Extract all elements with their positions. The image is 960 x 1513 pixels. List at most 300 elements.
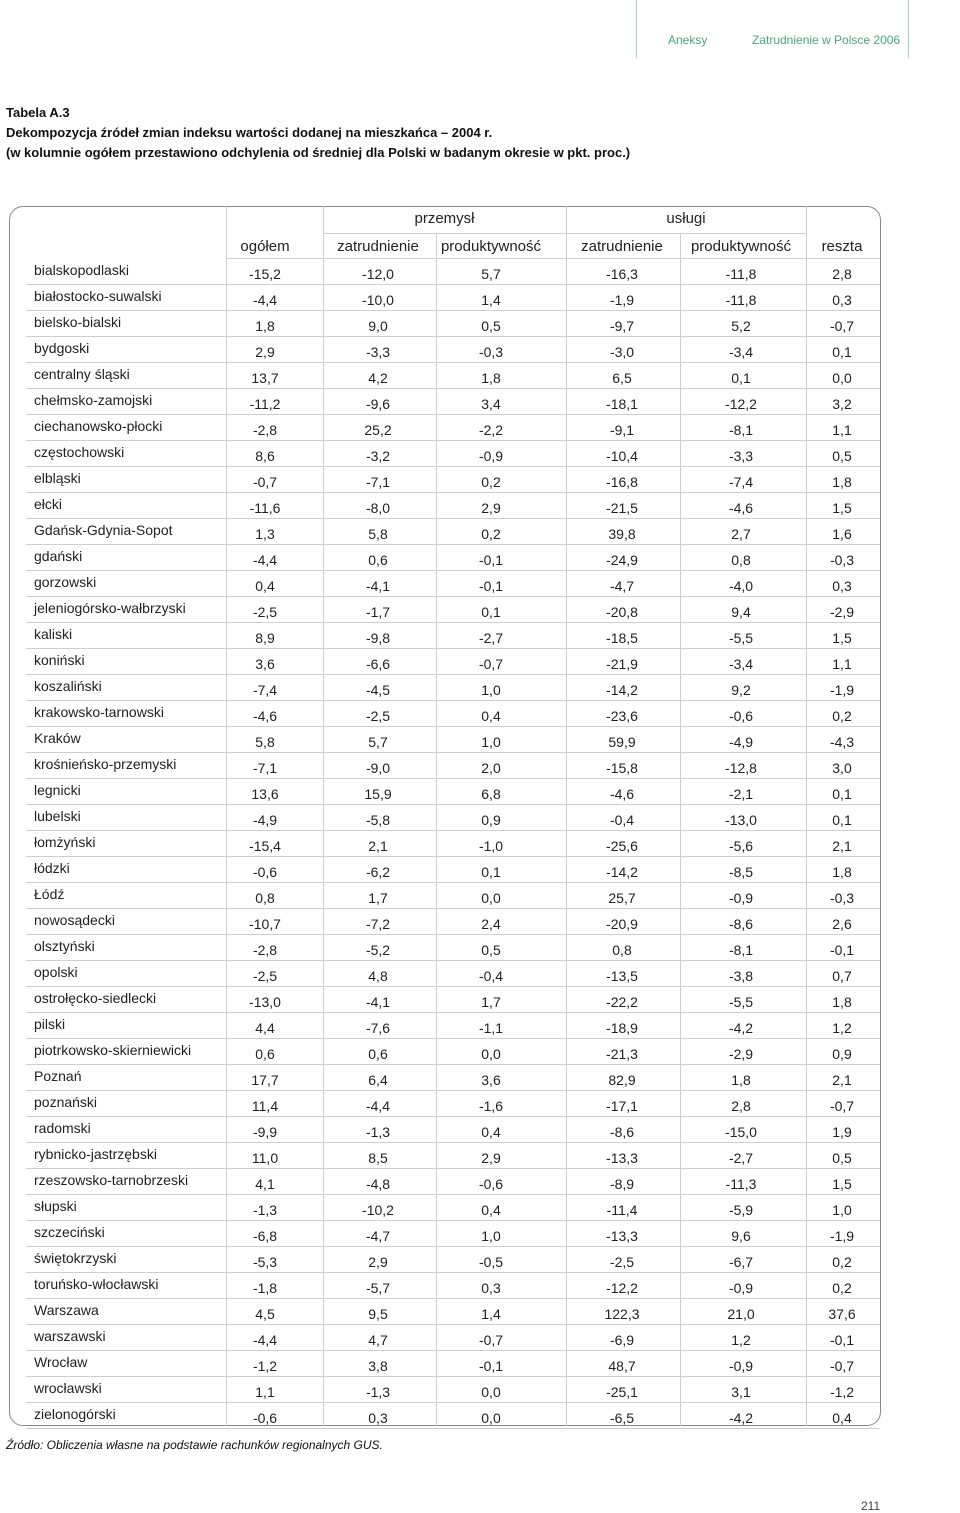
table-cell-col-reszta: 1,1: [832, 656, 852, 672]
table-cell-col-uslugi-zatrudnienie: -15,8: [606, 760, 638, 776]
table-cell-col-reszta: 3,0: [832, 760, 852, 776]
row-divider: [26, 1298, 880, 1299]
table-cell-col-przemysl-produktywnosc: 3,4: [481, 396, 501, 412]
table-cell-col-przemysl-zatrudnienie: -4,8: [365, 1176, 391, 1192]
table-cell-col-uslugi-zatrudnienie: -18,9: [606, 1020, 638, 1036]
table-cell-col-uslugi-zatrudnienie: 59,9: [608, 734, 636, 750]
table-cell-col-uslugi-produktywnosc: 2,7: [731, 526, 751, 542]
table-cell-col-ogolem: -4,9: [252, 812, 278, 828]
caption-note: (w kolumnie ogółem przestawiono odchylenia od średniej dla Polski w badanym okresie w pkt. proc.): [6, 145, 631, 160]
table-cell-col-przemysl-zatrudnienie: 4,8: [368, 968, 388, 984]
table-cell-col-przemysl-produktywnosc: 6,8: [481, 786, 501, 802]
row-label: rzeszowsko-tarnobrzeski: [34, 1172, 189, 1188]
table-cell-col-przemysl-produktywnosc: 0,0: [481, 1384, 501, 1400]
row-label: bielsko-bialski: [34, 314, 122, 330]
table-cell-col-przemysl-produktywnosc: 0,0: [481, 890, 501, 906]
table-cell-col-uslugi-produktywnosc: -2,1: [728, 786, 754, 802]
table-cell-col-ogolem: 0,6: [255, 1046, 275, 1062]
table-cell-col-uslugi-zatrudnienie: 82,9: [608, 1072, 636, 1088]
table-cell-col-uslugi-zatrudnienie: -14,2: [606, 864, 638, 880]
table-cell-col-uslugi-zatrudnienie: -20,8: [606, 604, 638, 620]
table-cell-col-przemysl-produktywnosc: -1,0: [478, 838, 504, 854]
table-cell-col-przemysl-zatrudnienie: -4,7: [365, 1228, 391, 1244]
table-cell-col-uslugi-zatrudnienie: -25,1: [606, 1384, 638, 1400]
row-divider: [26, 388, 880, 389]
row-divider: [26, 596, 880, 597]
table-cell-col-przemysl-zatrudnienie: 9,0: [368, 318, 388, 334]
table-cell-col-uslugi-produktywnosc: 5,2: [731, 318, 751, 334]
table-cell-col-uslugi-produktywnosc: -0,6: [728, 708, 754, 724]
row-label: jeleniogórsko-wałbrzyski: [34, 600, 186, 616]
row-divider: [26, 1194, 880, 1195]
table-cell-col-reszta: 1,5: [832, 500, 852, 516]
table-cell-col-uslugi-produktywnosc: -2,7: [728, 1150, 754, 1166]
table-cell-col-przemysl-produktywnosc: 0,4: [481, 708, 501, 724]
row-label: świętokrzyski: [34, 1250, 117, 1266]
table-cell-col-reszta: -4,3: [829, 734, 855, 750]
table-cell-col-reszta: 2,8: [832, 266, 852, 282]
table-cell-col-przemysl-produktywnosc: 0,3: [481, 1280, 501, 1296]
table-cell-col-uslugi-produktywnosc: -3,4: [728, 656, 754, 672]
group-header: przemysł: [414, 210, 475, 227]
table-cell-col-reszta: -1,9: [829, 682, 855, 698]
table-cell-col-uslugi-zatrudnienie: -3,0: [609, 344, 635, 360]
table-cell-col-uslugi-zatrudnienie: -9,7: [609, 318, 635, 334]
row-divider: [26, 466, 880, 467]
row-label: Gdańsk-Gdynia-Sopot: [34, 522, 173, 538]
table-cell-col-ogolem: -4,4: [252, 552, 278, 568]
table-cell-col-uslugi-produktywnosc: -5,9: [728, 1202, 754, 1218]
table-cell-col-przemysl-zatrudnienie: -2,5: [365, 708, 391, 724]
table-cell-col-ogolem: 4,5: [255, 1306, 275, 1322]
row-label: Wrocław: [34, 1354, 88, 1370]
table-cell-col-uslugi-zatrudnienie: -1,9: [609, 292, 635, 308]
row-divider: [26, 648, 880, 649]
table-cell-col-uslugi-zatrudnienie: -12,2: [606, 1280, 638, 1296]
caption-title: Dekompozycja źródeł zmian indeksu wartości dodanej na mieszkańca – 2004 r.: [6, 125, 493, 140]
table-cell-col-uslugi-produktywnosc: 0,1: [731, 370, 751, 386]
row-label: szczeciński: [34, 1224, 105, 1240]
table-cell-col-reszta: 0,3: [832, 578, 852, 594]
table-cell-col-przemysl-produktywnosc: 1,4: [481, 292, 501, 308]
column-divider: [566, 206, 567, 1426]
column-header: ogółem: [240, 238, 290, 255]
table-cell-col-uslugi-zatrudnienie: 39,8: [608, 526, 636, 542]
table-cell-col-reszta: 1,2: [832, 1020, 852, 1036]
row-divider: [26, 1350, 880, 1351]
row-divider: [26, 830, 880, 831]
table-cell-col-uslugi-produktywnosc: 9,2: [731, 682, 751, 698]
row-label: Poznań: [34, 1068, 82, 1084]
table-cell-col-przemysl-zatrudnienie: -4,1: [365, 994, 391, 1010]
table-cell-col-uslugi-zatrudnienie: -6,9: [609, 1332, 635, 1348]
table-cell-col-przemysl-zatrudnienie: 6,4: [368, 1072, 388, 1088]
table-cell-col-reszta: 0,1: [832, 812, 852, 828]
table-cell-col-ogolem: -7,1: [252, 760, 278, 776]
table-cell-col-ogolem: -2,5: [252, 604, 278, 620]
row-label: słupski: [34, 1198, 77, 1214]
table-cell-col-przemysl-produktywnosc: -1,1: [478, 1020, 504, 1036]
table-cell-col-uslugi-zatrudnienie: 122,3: [604, 1306, 640, 1322]
table-cell-col-przemysl-zatrudnienie: 1,7: [368, 890, 388, 906]
row-divider: [26, 544, 880, 545]
table-cell-col-ogolem: -0,6: [252, 1410, 278, 1426]
table-cell-col-reszta: 0,2: [832, 1280, 852, 1296]
table-cell-col-reszta: 2,1: [832, 1072, 852, 1088]
table-cell-col-przemysl-zatrudnienie: -4,1: [365, 578, 391, 594]
table-cell-col-przemysl-produktywnosc: 1,0: [481, 1228, 501, 1244]
column-header: zatrudnienie: [581, 238, 663, 255]
table-cell-col-reszta: 0,5: [832, 448, 852, 464]
row-label: zielonogórski: [34, 1406, 116, 1422]
row-label: bydgoski: [34, 340, 90, 356]
table-cell-col-przemysl-zatrudnienie: -6,6: [365, 656, 391, 672]
table-cell-col-ogolem: -13,0: [249, 994, 281, 1010]
table-cell-col-ogolem: -10,7: [249, 916, 281, 932]
table-cell-col-przemysl-zatrudnienie: -1,3: [365, 1384, 391, 1400]
row-divider: [26, 362, 880, 363]
table-cell-col-uslugi-produktywnosc: -8,5: [728, 864, 754, 880]
table-cell-col-uslugi-produktywnosc: -15,0: [725, 1124, 757, 1140]
table-cell-col-przemysl-zatrudnienie: -1,3: [365, 1124, 391, 1140]
table-cell-col-ogolem: -9,9: [252, 1124, 278, 1140]
table-cell-col-reszta: 1,8: [832, 474, 852, 490]
table-cell-col-ogolem: 1,8: [255, 318, 275, 334]
table-cell-col-uslugi-produktywnosc: 2,8: [731, 1098, 751, 1114]
row-divider: [26, 778, 880, 779]
table-cell-col-przemysl-zatrudnienie: -4,4: [365, 1098, 391, 1114]
table-cell-col-przemysl-zatrudnienie: -5,2: [365, 942, 391, 958]
table-cell-col-przemysl-zatrudnienie: -9,6: [365, 396, 391, 412]
row-label: piotrkowsko-skierniewicki: [34, 1042, 192, 1058]
table-cell-col-przemysl-produktywnosc: 3,6: [481, 1072, 501, 1088]
row-divider: [26, 284, 880, 285]
table-cell-col-przemysl-zatrudnienie: -7,1: [365, 474, 391, 490]
row-label: legnicki: [34, 782, 81, 798]
table-cell-col-ogolem: 11,4: [251, 1098, 279, 1114]
row-label: koniński: [34, 652, 85, 668]
table-cell-col-uslugi-zatrudnienie: -22,2: [606, 994, 638, 1010]
column-header: zatrudnienie: [337, 238, 419, 255]
row-divider: [26, 440, 880, 441]
row-label: warszawski: [34, 1328, 106, 1344]
table-cell-col-ogolem: 13,7: [251, 370, 279, 386]
row-label: Kraków: [34, 730, 81, 746]
row-label: ostrołęcko-siedlecki: [34, 990, 157, 1006]
row-label: chełmsko-zamojski: [34, 392, 153, 408]
table-cell-col-przemysl-produktywnosc: 0,9: [481, 812, 501, 828]
table-cell-col-reszta: 0,1: [832, 786, 852, 802]
row-divider: [26, 726, 880, 727]
table-cell-col-uslugi-zatrudnienie: 25,7: [608, 890, 636, 906]
table-cell-col-uslugi-zatrudnienie: -25,6: [606, 838, 638, 854]
table-cell-col-ogolem: -15,2: [249, 266, 281, 282]
table-cell-col-przemysl-zatrudnienie: -1,7: [365, 604, 391, 620]
table-cell-col-ogolem: -4,6: [252, 708, 278, 724]
table-cell-col-ogolem: 8,6: [255, 448, 275, 464]
group-header: usługi: [666, 210, 706, 227]
row-divider: [26, 310, 880, 311]
table-cell-col-ogolem: 1,3: [255, 526, 275, 542]
table-cell-col-ogolem: -2,8: [252, 422, 278, 438]
table-cell-col-przemysl-produktywnosc: -0,3: [478, 344, 504, 360]
table-cell-col-reszta: 0,7: [832, 968, 852, 984]
header-divider: [636, 0, 637, 58]
table-cell-col-uslugi-produktywnosc: -4,6: [728, 500, 754, 516]
table-cell-col-przemysl-zatrudnienie: -7,6: [365, 1020, 391, 1036]
row-label: łomżyński: [34, 834, 96, 850]
table-cell-col-przemysl-produktywnosc: 1,7: [481, 994, 501, 1010]
table-cell-col-uslugi-produktywnosc: -0,9: [728, 1280, 754, 1296]
table-cell-col-przemysl-zatrudnienie: -10,2: [362, 1202, 394, 1218]
row-divider: [26, 986, 880, 987]
row-label: gdański: [34, 548, 83, 564]
table-cell-col-reszta: 0,3: [832, 292, 852, 308]
table-cell-col-ogolem: 2,9: [255, 344, 275, 360]
table-cell-col-ogolem: 0,4: [255, 578, 275, 594]
table-cell-col-reszta: 2,1: [832, 838, 852, 854]
table-cell-col-uslugi-produktywnosc: -6,7: [728, 1254, 754, 1270]
table-cell-col-uslugi-produktywnosc: -4,0: [728, 578, 754, 594]
row-label: częstochowski: [34, 444, 125, 460]
table-cell-col-przemysl-produktywnosc: -0,1: [478, 578, 504, 594]
table-cell-col-ogolem: 4,1: [255, 1176, 275, 1192]
row-divider: [26, 1090, 880, 1091]
table-cell-col-przemysl-produktywnosc: -0,7: [478, 656, 504, 672]
table-cell-col-uslugi-zatrudnienie: -8,6: [609, 1124, 635, 1140]
table-cell-col-reszta: 1,9: [832, 1124, 852, 1140]
row-divider: [26, 1246, 880, 1247]
table-cell-col-ogolem: 8,9: [255, 630, 275, 646]
table-cell-col-przemysl-produktywnosc: 1,0: [481, 734, 501, 750]
column-divider: [323, 206, 324, 1426]
table-cell-col-reszta: 0,0: [832, 370, 852, 386]
table-cell-col-przemysl-zatrudnienie: 9,5: [368, 1306, 388, 1322]
table-cell-col-przemysl-zatrudnienie: 0,6: [368, 552, 388, 568]
header-publication: Zatrudnienie w Polsce 2006: [752, 33, 901, 47]
table-cell-col-przemysl-zatrudnienie: 15,9: [364, 786, 392, 802]
table-cell-col-ogolem: 0,8: [255, 890, 275, 906]
row-divider: [26, 414, 880, 415]
table-cell-col-uslugi-produktywnosc: -7,4: [728, 474, 754, 490]
table-cell-col-uslugi-zatrudnienie: -24,9: [606, 552, 638, 568]
table-cell-col-ogolem: -2,5: [252, 968, 278, 984]
row-divider: [26, 856, 880, 857]
row-divider: [26, 674, 880, 675]
table-cell-col-ogolem: -5,3: [252, 1254, 278, 1270]
table-cell-col-uslugi-produktywnosc: 21,0: [727, 1306, 755, 1322]
table-cell-col-przemysl-zatrudnienie: 5,8: [368, 526, 388, 542]
table-cell-col-uslugi-zatrudnienie: -16,3: [606, 266, 638, 282]
table-caption: [6, 103, 630, 163]
table-cell-col-ogolem: -15,4: [249, 838, 281, 854]
row-divider: [26, 622, 880, 623]
table-cell-col-uslugi-produktywnosc: -3,8: [728, 968, 754, 984]
row-label: nowosądecki: [34, 912, 115, 928]
table-cell-col-ogolem: -1,2: [252, 1358, 278, 1374]
table-cell-col-ogolem: -11,2: [249, 396, 281, 412]
table-cell-col-uslugi-produktywnosc: -2,9: [728, 1046, 754, 1062]
table-cell-col-reszta: -0,7: [829, 1098, 855, 1114]
table-cell-col-ogolem: 17,7: [251, 1072, 279, 1088]
table-cell-col-uslugi-produktywnosc: -8,1: [728, 942, 754, 958]
row-label: poznański: [34, 1094, 98, 1110]
column-header: produktywność: [690, 238, 792, 255]
table-cell-col-przemysl-zatrudnienie: 0,6: [368, 1046, 388, 1062]
table-cell-col-przemysl-produktywnosc: 2,9: [481, 500, 501, 516]
table-cell-col-uslugi-zatrudnienie: 48,7: [608, 1358, 636, 1374]
table-cell-col-przemysl-produktywnosc: 2,0: [481, 760, 501, 776]
row-label: Warszawa: [34, 1302, 99, 1318]
table-cell-col-przemysl-zatrudnienie: 2,1: [368, 838, 388, 854]
row-label: ełcki: [34, 496, 63, 512]
table-cell-col-uslugi-zatrudnienie: -21,5: [606, 500, 638, 516]
table-cell-col-ogolem: -7,4: [252, 682, 278, 698]
row-divider: [26, 1038, 880, 1039]
table-cell-col-przemysl-zatrudnienie: -4,5: [365, 682, 391, 698]
table-cell-col-przemysl-produktywnosc: 0,1: [481, 864, 501, 880]
table-cell-col-uslugi-zatrudnienie: -18,5: [606, 630, 638, 646]
table-cell-col-reszta: -0,7: [829, 318, 855, 334]
row-label: pilski: [34, 1016, 66, 1032]
table-cell-col-uslugi-produktywnosc: 3,1: [731, 1384, 751, 1400]
table-cell-col-przemysl-zatrudnienie: 0,3: [368, 1410, 388, 1426]
table-cell-col-uslugi-produktywnosc: -4,9: [728, 734, 754, 750]
header-rule: [226, 258, 880, 259]
table-cell-col-uslugi-produktywnosc: 9,6: [731, 1228, 751, 1244]
table-cell-col-uslugi-produktywnosc: -0,9: [728, 890, 754, 906]
table-cell-col-przemysl-zatrudnienie: 3,8: [368, 1358, 388, 1374]
row-label: krakowsko-tarnowski: [34, 704, 164, 720]
row-label: bialskopodlaski: [34, 262, 129, 278]
row-divider: [26, 492, 880, 493]
table-cell-col-ogolem: -6,8: [252, 1228, 278, 1244]
table-cell-col-uslugi-zatrudnienie: -17,1: [606, 1098, 638, 1114]
table-cell-col-przemysl-zatrudnienie: -12,0: [362, 266, 394, 282]
column-header: reszta: [821, 238, 863, 255]
table-cell-col-przemysl-produktywnosc: 5,7: [481, 266, 501, 282]
table-cell-col-przemysl-produktywnosc: 0,2: [481, 474, 501, 490]
row-label: gorzowski: [34, 574, 97, 590]
table-cell-col-uslugi-zatrudnienie: -13,5: [606, 968, 638, 984]
table-cell-col-reszta: 0,2: [832, 1254, 852, 1270]
table-cell-col-uslugi-produktywnosc: -11,8: [725, 292, 757, 308]
row-divider: [26, 336, 880, 337]
table-cell-col-uslugi-zatrudnienie: -23,6: [606, 708, 638, 724]
table-cell-col-uslugi-zatrudnienie: -13,3: [606, 1228, 638, 1244]
table-cell-col-przemysl-produktywnosc: 0,2: [481, 526, 501, 542]
table-cell-col-przemysl-produktywnosc: -0,1: [478, 552, 504, 568]
row-label: centralny śląski: [34, 366, 130, 382]
row-divider: [26, 934, 880, 935]
table-cell-col-uslugi-produktywnosc: -0,9: [728, 1358, 754, 1374]
table-cell-col-uslugi-produktywnosc: -8,1: [728, 422, 754, 438]
table-cell-col-uslugi-produktywnosc: -3,4: [728, 344, 754, 360]
table-cell-col-uslugi-zatrudnienie: -8,9: [609, 1176, 635, 1192]
row-label: białostocko-suwalski: [34, 288, 162, 304]
table-cell-col-reszta: 1,6: [832, 526, 852, 542]
table-cell-col-przemysl-zatrudnienie: -9,0: [365, 760, 391, 776]
table-cell-col-przemysl-produktywnosc: 0,0: [481, 1410, 501, 1426]
table-cell-col-reszta: 1,5: [832, 630, 852, 646]
table-cell-col-uslugi-zatrudnienie: -21,9: [606, 656, 638, 672]
row-divider: [26, 1168, 880, 1169]
row-label: łódzki: [34, 860, 70, 876]
table-cell-col-uslugi-produktywnosc: -12,8: [725, 760, 757, 776]
table-cell-col-reszta: 0,5: [832, 1150, 852, 1166]
table-cell-col-uslugi-produktywnosc: -5,5: [728, 630, 754, 646]
row-divider: [26, 1428, 880, 1429]
table-cell-col-uslugi-produktywnosc: -3,3: [728, 448, 754, 464]
table-cell-col-uslugi-produktywnosc: -5,6: [728, 838, 754, 854]
table-cell-col-przemysl-produktywnosc: 0,0: [481, 1046, 501, 1062]
table-cell-col-przemysl-zatrudnienie: -3,3: [365, 344, 391, 360]
table-cell-col-przemysl-produktywnosc: -0,1: [478, 1358, 504, 1374]
table-cell-col-przemysl-produktywnosc: -0,7: [478, 1332, 504, 1348]
table-cell-col-przemysl-produktywnosc: 2,9: [481, 1150, 501, 1166]
table-cell-col-reszta: -1,9: [829, 1228, 855, 1244]
table-cell-col-przemysl-produktywnosc: -0,5: [478, 1254, 504, 1270]
table-cell-col-przemysl-produktywnosc: -0,9: [478, 448, 504, 464]
table-cell-col-uslugi-zatrudnienie: -14,2: [606, 682, 638, 698]
table-cell-col-uslugi-zatrudnienie: -0,4: [609, 812, 635, 828]
table-cell-col-ogolem: 3,6: [255, 656, 275, 672]
table-cell-col-ogolem: -0,6: [252, 864, 278, 880]
table-cell-col-uslugi-zatrudnienie: -11,4: [606, 1202, 638, 1218]
row-label: olsztyński: [34, 938, 95, 954]
table-cell-col-uslugi-produktywnosc: -11,3: [725, 1176, 757, 1192]
row-divider: [26, 960, 880, 961]
table-cell-col-ogolem: -1,3: [252, 1202, 278, 1218]
table-cell-col-uslugi-produktywnosc: -13,0: [725, 812, 757, 828]
row-label: rybnicko-jastrzębski: [34, 1146, 157, 1162]
table-cell-col-przemysl-produktywnosc: 0,5: [481, 942, 501, 958]
table-cell-col-reszta: 0,2: [832, 708, 852, 724]
table-cell-col-uslugi-zatrudnienie: -18,1: [606, 396, 638, 412]
table-cell-col-przemysl-produktywnosc: -1,6: [478, 1098, 504, 1114]
table-cell-col-przemysl-produktywnosc: 0,1: [481, 604, 501, 620]
table-cell-col-uslugi-zatrudnienie: -13,3: [606, 1150, 638, 1166]
table-cell-col-uslugi-produktywnosc: -11,8: [725, 266, 757, 282]
table-cell-col-uslugi-zatrudnienie: 0,8: [612, 942, 632, 958]
table-cell-col-uslugi-produktywnosc: -5,5: [728, 994, 754, 1010]
table-cell-col-przemysl-zatrudnienie: -3,2: [365, 448, 391, 464]
table-cell-col-reszta: 1,8: [832, 864, 852, 880]
table-cell-col-przemysl-zatrudnienie: -6,2: [365, 864, 391, 880]
table-cell-col-uslugi-zatrudnienie: 6,5: [612, 370, 632, 386]
row-divider: [26, 1116, 880, 1117]
table-cell-col-uslugi-zatrudnienie: -16,8: [606, 474, 638, 490]
row-label: krośnieńsko-przemyski: [34, 756, 177, 772]
table-cell-col-reszta: 1,5: [832, 1176, 852, 1192]
row-divider: [26, 1142, 880, 1143]
table-cell-col-ogolem: -0,7: [252, 474, 278, 490]
table-cell-col-ogolem: -2,8: [252, 942, 278, 958]
page-number: 211: [861, 1499, 881, 1513]
table-cell-col-reszta: -0,3: [829, 552, 855, 568]
table-cell-col-reszta: 3,2: [832, 396, 852, 412]
table-cell-col-uslugi-produktywnosc: -12,2: [725, 396, 757, 412]
row-divider: [26, 1402, 880, 1403]
table-cell-col-przemysl-produktywnosc: 0,4: [481, 1202, 501, 1218]
table-cell-col-ogolem: -1,8: [252, 1280, 278, 1296]
table-cell-col-uslugi-produktywnosc: -4,2: [728, 1410, 754, 1426]
table-cell-col-przemysl-zatrudnienie: -10,0: [362, 292, 394, 308]
row-divider: [26, 752, 880, 753]
table-cell-col-reszta: -2,9: [829, 604, 855, 620]
table-cell-col-przemysl-zatrudnienie: -5,8: [365, 812, 391, 828]
table-cell-col-przemysl-produktywnosc: 1,0: [481, 682, 501, 698]
